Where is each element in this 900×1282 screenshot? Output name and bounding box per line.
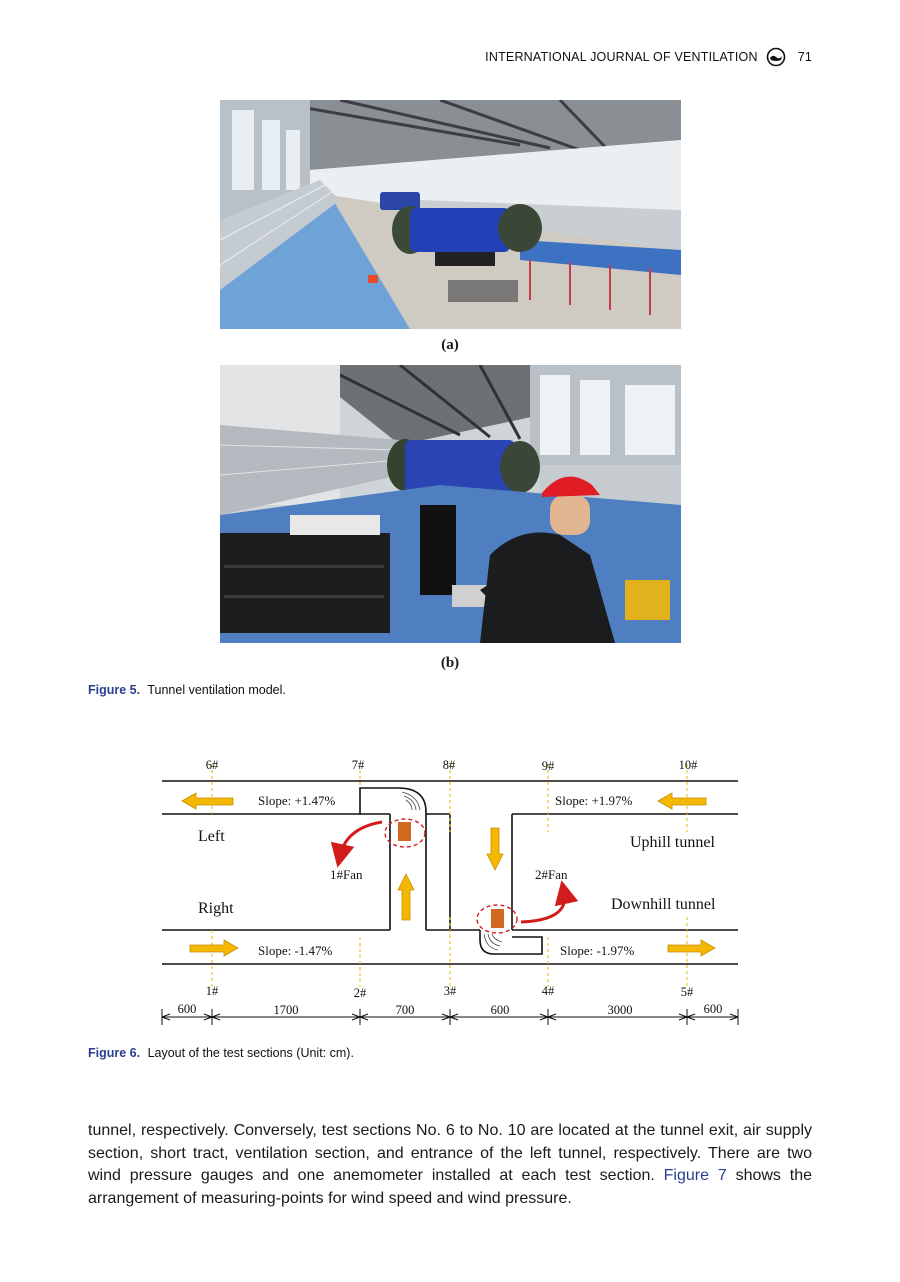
section-7: 7# [351, 758, 365, 772]
body-paragraph [88, 1120, 812, 1210]
dim-700: 700 [395, 1003, 415, 1017]
label-uphill: Uphill tunnel [630, 834, 715, 851]
slope-left-bottom: Slope: -1.47% [258, 943, 333, 958]
flow-arrow-down-icon [487, 828, 503, 870]
label-left: Left [198, 828, 225, 845]
section-10: 10# [678, 758, 698, 772]
figure6-caption-label: Figure 6. [88, 1046, 141, 1060]
label-fan2: 2#Fan [535, 867, 568, 882]
page-number: 71 [797, 50, 812, 64]
dim-600-left: 600 [177, 1002, 197, 1016]
figure5-caption-label: Figure 5. [88, 683, 141, 697]
section-2: 2# [353, 986, 367, 1000]
dim-3000: 3000 [607, 1003, 633, 1017]
paragraph-text-after: shows the arrangement of measuring-points for wind speed and wind pressure. [88, 1167, 813, 1207]
figure5-caption-text: Tunnel ventilation model. [147, 683, 286, 697]
running-header [485, 47, 812, 67]
slope-right-bottom: Slope: -1.97% [560, 943, 635, 958]
flow-arrow-up-icon [398, 874, 414, 920]
dim-1700: 1700 [273, 1003, 299, 1017]
figure5a-photo [220, 100, 681, 329]
fan2-icon [491, 909, 504, 928]
slope-left-top: Slope: +1.47% [258, 793, 336, 808]
label-right: Right [198, 900, 234, 917]
section-6: 6# [205, 758, 219, 772]
label-downhill: Downhill tunnel [611, 896, 716, 913]
figure6-caption [88, 1046, 354, 1060]
section-5: 5# [680, 985, 694, 999]
flow-arrow-right-top-icon [658, 793, 706, 809]
figure5a-label: (a) [441, 337, 459, 353]
figure7-link[interactable]: Figure 7 [663, 1167, 727, 1184]
section-8: 8# [442, 758, 456, 772]
figure5-caption [88, 683, 286, 697]
paragraph-text-before: tunnel, respectively. Conversely, test sections No. 6 to No. 10 are located at the tunnel exit, air supply section, short tract, ventilation section, and entrance of the left tunnel, respectively. There are two wind pressure gauges and one anemometer installed at each test section. [88, 1122, 812, 1184]
journal-logo-icon [766, 47, 786, 67]
figure6-diagram [150, 752, 750, 1034]
section-9: 9# [541, 759, 555, 773]
fan1-icon [398, 822, 411, 841]
section-3: 3# [443, 984, 457, 998]
dim-600-mid: 600 [490, 1003, 510, 1017]
section-1: 1# [205, 984, 219, 998]
slope-right-top: Slope: +1.97% [555, 793, 633, 808]
figure6-caption-text: Layout of the test sections (Unit: cm). [147, 1046, 354, 1060]
dim-600-right: 600 [703, 1002, 723, 1016]
figure5b-photo [220, 365, 681, 643]
label-fan1: 1#Fan [330, 867, 363, 882]
journal-title: INTERNATIONAL JOURNAL OF VENTILATION [485, 50, 758, 64]
section-4: 4# [541, 984, 555, 998]
figure5b-label: (b) [440, 655, 460, 671]
flow-arrow-left-top-icon [182, 793, 233, 809]
flow-arrow-right-bottom-icon [668, 940, 715, 956]
flow-arrow-left-bottom-icon [190, 940, 238, 956]
